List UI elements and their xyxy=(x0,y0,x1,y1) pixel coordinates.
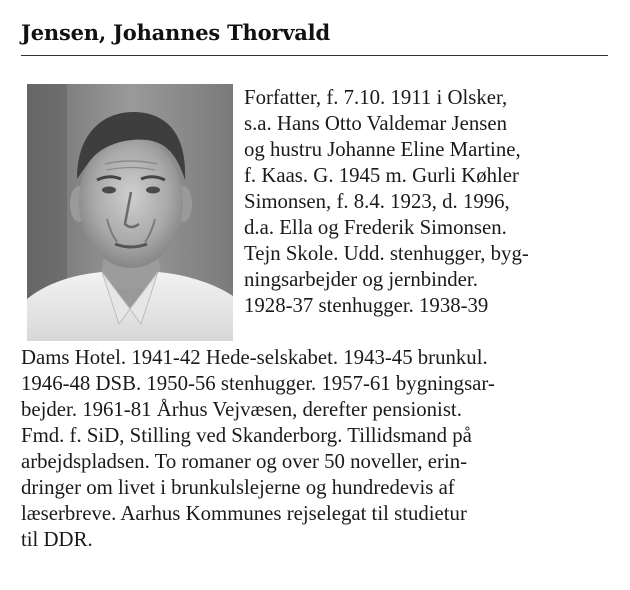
bio-line: 1928-37 stenhugger. 1938-39 xyxy=(244,294,489,317)
bio-line: bejder. 1961-81 Århus Vejvæsen, derefter pensionist. xyxy=(21,398,462,421)
bio-line: ningsarbejder og jernbinder. xyxy=(244,268,478,291)
bio-line: Dams Hotel. 1941-42 Hede-selskabet. 1943-45 brunkul. xyxy=(21,346,488,369)
bio-line: til DDR. xyxy=(21,528,93,551)
bio-line: Forfatter, f. 7.10. 1911 i Olsker, xyxy=(244,86,508,109)
bio-line: Fmd. f. SiD, Stilling ved Skanderborg. Tillidsmand på xyxy=(21,424,472,447)
bio-line: 1946-48 DSB. 1950-56 stenhugger. 1957-61 bygningsar- xyxy=(21,372,495,395)
bio-line: arbejdspladsen. To romaner og over 50 noveller, erin- xyxy=(21,450,468,473)
portrait-photo xyxy=(27,84,233,341)
bio-line: s.a. Hans Otto Valdemar Jensen xyxy=(244,112,507,135)
bio-line: f. Kaas. G. 1945 m. Gurli Køhler xyxy=(244,164,519,187)
bio-line: læserbreve. Aarhus Kommunes rejselegat til studietur xyxy=(21,502,467,525)
bio-line: dringer om livet i brunkulslejerne og hundredevis af xyxy=(21,476,455,499)
bio-line: d.a. Ella og Frederik Simonsen. xyxy=(244,216,507,239)
bio-line: Tejn Skole. Udd. stenhugger, byg- xyxy=(244,242,529,265)
bio-line: Simonsen, f. 8.4. 1923, d. 1996, xyxy=(244,190,510,213)
portrait-photo-icon xyxy=(27,84,233,341)
bio-line: og hustru Johanne Eline Martine, xyxy=(244,138,521,161)
entry-heading: Jensen, Johannes Thorvald xyxy=(21,20,330,45)
heading-divider xyxy=(21,55,608,56)
